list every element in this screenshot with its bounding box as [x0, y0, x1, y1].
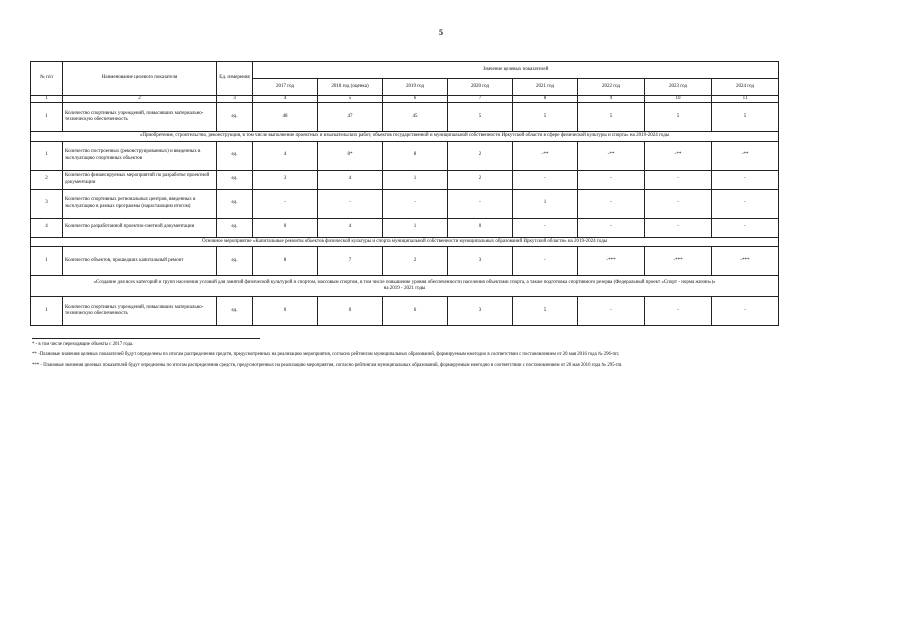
header-year: 2019 год — [383, 79, 448, 96]
row-value: 3 — [448, 297, 513, 326]
row-value: - — [712, 297, 779, 326]
row-value: - — [253, 189, 318, 218]
row-value: 2 — [448, 170, 513, 189]
row-unit: ед. — [217, 141, 253, 170]
footnote: ** -Плановые значения целевых показателей будут определены по итогам распределения средств, предусмотренных на реализацию мероприятия, согласно рейтингам муниципальных образований, формируемым ежегодно в соответствии с постановлением от 20 мая 2016 года № 296-пп; — [32, 352, 619, 358]
row-value: 8* — [318, 141, 383, 170]
row-value: 1 — [513, 189, 578, 218]
row-num: 1 — [31, 103, 63, 132]
footnote-divider — [32, 338, 260, 339]
column-index: 11 — [712, 96, 779, 103]
section-row — [31, 132, 779, 141]
section-title: Основное мероприятие «Капитальные ремонты объектов физической культуры и спорта муниципальной собственности муниципальных образований Иркутской области» на 2019-2024 годы — [31, 237, 779, 246]
row-value: - — [645, 297, 712, 326]
row-value: 3 — [448, 246, 513, 275]
table-row — [31, 103, 779, 132]
row-value: - — [712, 189, 779, 218]
row-num: 3 — [31, 189, 63, 218]
row-value: 5 — [578, 103, 645, 132]
column-index-row — [31, 96, 779, 103]
row-value: -** — [578, 141, 645, 170]
row-value: - — [712, 170, 779, 189]
section-title: «Создание для всех категорий и групп населения условий для занятий физической культурой и спортом, массовым спортом, в том числе повышение уровня обеспеченности населения объектами спорта, а также подготовка спортивного резерва (Федеральный проект «Спорт - норма жизни»)» на 2019 - 2021 годы — [31, 275, 779, 297]
row-value: 0 — [318, 297, 383, 326]
row-value: 8 — [253, 246, 318, 275]
row-value: - — [578, 189, 645, 218]
row-value: 7 — [318, 246, 383, 275]
column-index: 8 — [513, 96, 578, 103]
row-value: 5 — [645, 103, 712, 132]
column-index: 1 — [31, 96, 63, 103]
row-value: - — [318, 189, 383, 218]
row-value: -** — [712, 141, 779, 170]
header-num: № п/п — [31, 62, 63, 96]
row-unit: ед. — [217, 246, 253, 275]
row-value: 6 — [383, 297, 448, 326]
row-value: 0 — [253, 297, 318, 326]
target-indicators-table — [30, 61, 779, 326]
row-value: 0 — [448, 218, 513, 237]
row-name: Количество спортивных учреждений, повысивших материально-техническую обеспеченность — [63, 103, 217, 132]
row-value: 1 — [383, 170, 448, 189]
footnote: *** - Плановые значения целевых показателей будут определены по итогам распределения средств, предусмотренных на реализацию мероприятия, согласно рейтингам муниципальных образований, формируемым ежегодно в соответствии с постановлением от 20 мая 2016 года № 295-пп. — [32, 362, 623, 368]
footnote: * - в том числе переходящие объекты с 2017 года. — [32, 342, 134, 347]
row-value: - — [645, 218, 712, 237]
row-unit: ед. — [217, 189, 253, 218]
header-year: 2020 год — [448, 79, 513, 96]
row-value: -*** — [712, 246, 779, 275]
row-name: Количество финансируемых мероприятий по разработке проектной документации — [63, 170, 217, 189]
row-num: 1 — [31, 297, 63, 326]
header-year: 2021 год — [513, 79, 578, 96]
row-value: - — [712, 218, 779, 237]
section-title: «Приобретение, строительство, реконструкция, в том числе выполнение проектных и изыскательских работ, объектов государственной и муниципальной собственности Иркутской области в сфере физической культуры и спорта» на 2019-2024 годы — [31, 132, 779, 141]
row-value: - — [513, 170, 578, 189]
row-name: Количество построенных (реконструированных) и введенных в эксплуатацию спортивных объектов — [63, 141, 217, 170]
row-value: 1 — [383, 218, 448, 237]
row-value: - — [448, 189, 513, 218]
row-num: 2 — [31, 170, 63, 189]
table-row — [31, 246, 779, 275]
column-index: 5 — [318, 96, 383, 103]
header-year: 2017 год — [253, 79, 318, 96]
table-row — [31, 297, 779, 326]
row-value: - — [645, 170, 712, 189]
row-name: Количество объектов, прошедших капитальный ремонт — [63, 246, 217, 275]
row-name: Количество спортивных учреждений, повысивших материально-техническую обеспеченность — [63, 297, 217, 326]
section-row — [31, 275, 779, 297]
page-number: 5 — [439, 28, 443, 37]
table-row — [31, 170, 779, 189]
row-value: - — [578, 297, 645, 326]
row-value: 45 — [383, 103, 448, 132]
column-index: 2 — [63, 96, 217, 103]
row-value: 5 — [712, 103, 779, 132]
row-value: 5 — [513, 103, 578, 132]
header-row — [31, 62, 779, 79]
header-name: Наименование целевого показателя — [63, 62, 217, 96]
column-index: 4 — [253, 96, 318, 103]
row-value: -*** — [578, 246, 645, 275]
table-row — [31, 189, 779, 218]
column-index: 10 — [645, 96, 712, 103]
row-value: 48 — [253, 103, 318, 132]
row-value: - — [578, 170, 645, 189]
row-value: 3 — [253, 170, 318, 189]
row-value: 2 — [448, 141, 513, 170]
row-value: 5 — [448, 103, 513, 132]
header-year: 2018 год (оценка) — [318, 79, 383, 96]
row-value: 47 — [318, 103, 383, 132]
header-year: 2023 год — [645, 79, 712, 96]
row-value: - — [383, 189, 448, 218]
row-value: - — [513, 218, 578, 237]
row-value: - — [578, 218, 645, 237]
row-num: 4 — [31, 218, 63, 237]
row-num: 1 — [31, 141, 63, 170]
row-num: 1 — [31, 246, 63, 275]
row-value: 4 — [318, 218, 383, 237]
row-value: 5 — [513, 297, 578, 326]
column-index: 9 — [578, 96, 645, 103]
row-value: 4 — [253, 141, 318, 170]
row-value: 8 — [383, 141, 448, 170]
row-value: 4 — [318, 170, 383, 189]
header-year: 2022 год — [578, 79, 645, 96]
row-unit: ед. — [217, 297, 253, 326]
column-index: 6 — [383, 96, 448, 103]
row-value: - — [645, 189, 712, 218]
header-unit: Ед. измерения — [217, 62, 253, 96]
row-unit: ед. — [217, 170, 253, 189]
row-unit: ед. — [217, 218, 253, 237]
table-row — [31, 218, 779, 237]
footnotes — [32, 338, 772, 372]
header-values-group: Значение целевых показателей — [253, 62, 779, 79]
section-row — [31, 237, 779, 246]
table-row — [31, 141, 779, 170]
row-unit: ед. — [217, 103, 253, 132]
row-value: - — [513, 246, 578, 275]
row-value: -*** — [645, 246, 712, 275]
row-name: Количество спортивных региональных центров, введенных в эксплуатацию в рамках программы (нарастающим итогом) — [63, 189, 217, 218]
column-index: 3 — [217, 96, 253, 103]
header-year: 2024 год — [712, 79, 779, 96]
row-value: -** — [513, 141, 578, 170]
row-name: Количество разработанной проектно-сметной документации — [63, 218, 217, 237]
row-value: 2 — [383, 246, 448, 275]
row-value: -** — [645, 141, 712, 170]
row-value: 0 — [253, 218, 318, 237]
column-index: 7 — [448, 96, 513, 103]
